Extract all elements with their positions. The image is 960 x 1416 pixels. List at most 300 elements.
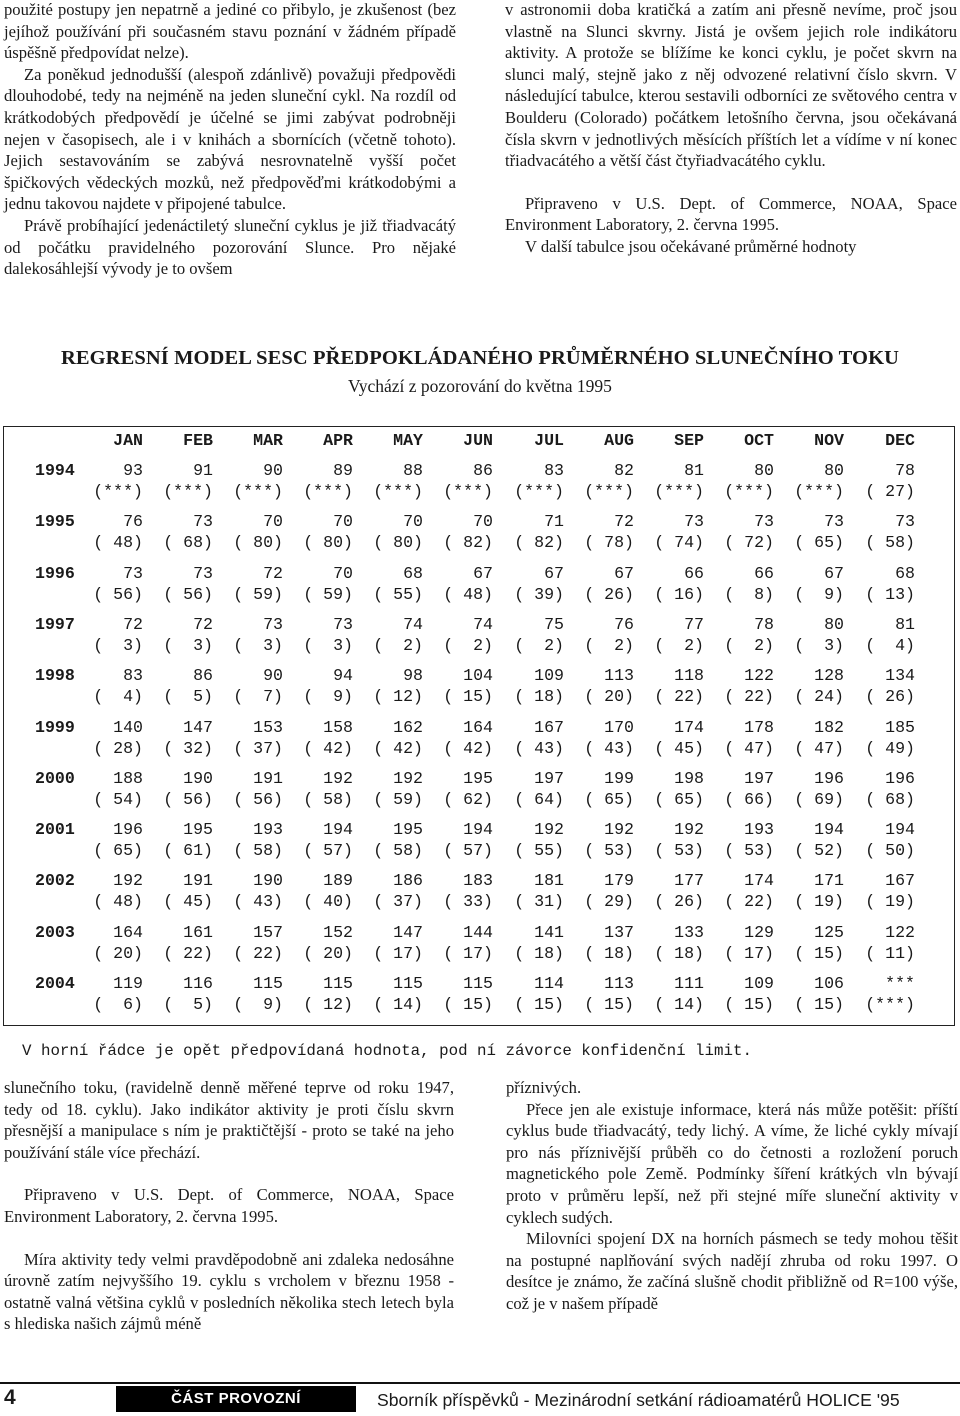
forecast-value: 167 [534, 717, 564, 737]
month-header: JUL [534, 431, 564, 450]
confidence-limit: ( 27) [865, 482, 915, 501]
confidence-limit: ( 17) [443, 943, 493, 963]
month-header: MAR [253, 431, 283, 450]
forecast-value: 174 [744, 871, 774, 891]
forecast-value: 181 [534, 871, 564, 891]
confidence-limit: ( 12) [373, 687, 423, 707]
year-label: 1998 [35, 666, 75, 686]
forecast-value: 171 [814, 871, 844, 891]
forecast-value: 80 [824, 461, 844, 480]
confidence-limit: ( 50) [865, 841, 915, 861]
forecast-value: 195 [393, 820, 423, 840]
month-header: JUN [463, 431, 493, 450]
forecast-value: 74 [403, 614, 423, 634]
forecast-value: 196 [814, 768, 844, 788]
confidence-limit: ( 3) [93, 635, 143, 655]
forecast-value: 194 [814, 820, 844, 840]
confidence-limit: ( 2) [584, 635, 634, 655]
year-label: 1997 [35, 614, 75, 634]
confidence-limit: ( 55) [514, 841, 564, 861]
table-title: REGRESNÍ MODEL SESC PŘEDPOKLÁDANÉHO PRŮMĚRNÉHO SLUNEČNÍHO TOKU [60, 347, 900, 369]
confidence-limit: ( 40) [303, 892, 353, 912]
confidence-limit: ( 11) [865, 943, 915, 963]
confidence-limit: ( 59) [373, 789, 423, 809]
paragraph: Právě probíhající jedenáctiletý sluneční cyklus je již třiadvacátý od počátku pravidelného pozorování Slunce. Pro nějaké dalekosáhlejší vývody je to ovšem [4, 215, 456, 279]
text-column-top-right [505, 0, 957, 258]
forecast-value: 116 [183, 974, 213, 993]
confidence-limit: ( 68) [865, 789, 915, 809]
forecast-value: 190 [253, 871, 283, 891]
confidence-limit: ( 49) [865, 738, 915, 758]
forecast-value: 73 [754, 512, 774, 532]
forecast-value: 67 [544, 563, 564, 583]
forecast-value: 161 [183, 922, 213, 942]
confidence-limit: ( 65) [93, 841, 143, 861]
paragraph: Připraveno v U.S. Dept. of Commerce, NOAA, Space Environment Laboratory, 2. června 1995. [505, 193, 957, 235]
forecast-value: 193 [744, 820, 774, 840]
forecast-value: 157 [253, 922, 283, 942]
confidence-limit: ( 18) [514, 687, 564, 707]
confidence-limit: ( 31) [514, 892, 564, 912]
confidence-limit: ( 2) [443, 635, 493, 655]
forecast-value: 83 [544, 461, 564, 480]
forecast-value: 134 [885, 666, 915, 686]
forecast-value: 197 [534, 768, 564, 788]
confidence-limit: (***) [584, 482, 634, 501]
confidence-limit: ( 4) [93, 687, 143, 707]
forecast-value: 177 [674, 871, 704, 891]
confidence-limit: (***) [373, 482, 423, 501]
footer-divider [0, 1382, 960, 1384]
confidence-limit: ( 15) [443, 687, 493, 707]
confidence-limit: ( 9) [794, 584, 844, 604]
confidence-limit: ( 52) [794, 841, 844, 861]
confidence-limit: ( 20) [93, 943, 143, 963]
confidence-limit: ( 19) [794, 892, 844, 912]
confidence-limit: ( 43) [514, 738, 564, 758]
forecast-value: 179 [604, 871, 634, 891]
confidence-limit: ( 45) [654, 738, 704, 758]
confidence-limit: ( 5) [163, 995, 213, 1014]
forecast-value: 129 [744, 922, 774, 942]
confidence-limit: (***) [443, 482, 493, 501]
forecast-value: *** [885, 974, 915, 993]
confidence-limit: ( 8) [724, 584, 774, 604]
table-subtitle: Vychází z pozorování do května 1995 [348, 376, 612, 396]
forecast-value: 76 [123, 512, 143, 532]
forecast-value: 190 [183, 768, 213, 788]
forecast-value: 182 [814, 717, 844, 737]
confidence-limit: (***) [303, 482, 353, 501]
confidence-limit: ( 19) [865, 892, 915, 912]
forecast-value: 189 [323, 871, 353, 891]
confidence-limit: ( 13) [865, 584, 915, 604]
forecast-value: 152 [323, 922, 353, 942]
flux-forecast-table [3, 426, 955, 1026]
confidence-limit: ( 9) [233, 995, 283, 1014]
confidence-limit: ( 18) [514, 943, 564, 963]
forecast-value: 192 [534, 820, 564, 840]
month-header: JAN [113, 431, 143, 450]
confidence-limit: ( 14) [654, 995, 704, 1014]
forecast-value: 144 [463, 922, 493, 942]
forecast-value: 70 [473, 512, 493, 532]
forecast-value: 188 [113, 768, 143, 788]
forecast-value: 72 [193, 614, 213, 634]
confidence-limit: ( 6) [93, 995, 143, 1014]
forecast-value: 196 [885, 768, 915, 788]
forecast-value: 128 [814, 666, 844, 686]
forecast-value: 73 [684, 512, 704, 532]
confidence-limit: ( 48) [443, 584, 493, 604]
confidence-limit: (***) [724, 482, 774, 501]
forecast-value: 73 [193, 512, 213, 532]
year-label: 2004 [35, 974, 75, 993]
forecast-value: 115 [323, 974, 353, 993]
forecast-value: 153 [253, 717, 283, 737]
confidence-limit: ( 15) [514, 995, 564, 1014]
forecast-value: 198 [674, 768, 704, 788]
forecast-value: 115 [253, 974, 283, 993]
forecast-value: 71 [544, 512, 564, 532]
forecast-value: 67 [824, 563, 844, 583]
confidence-limit: ( 43) [584, 738, 634, 758]
confidence-limit: ( 5) [163, 687, 213, 707]
forecast-value: 119 [113, 974, 143, 993]
page-number: 4 [4, 1386, 16, 1409]
year-label: 2002 [35, 871, 75, 891]
forecast-value: 68 [895, 563, 915, 583]
month-header: FEB [183, 431, 213, 450]
month-header: APR [323, 431, 353, 450]
month-header: NOV [814, 431, 844, 450]
year-label: 1999 [35, 717, 75, 737]
confidence-limit: ( 53) [724, 841, 774, 861]
forecast-value: 122 [885, 922, 915, 942]
confidence-limit: ( 58) [303, 789, 353, 809]
forecast-value: 196 [113, 820, 143, 840]
confidence-limit: ( 29) [584, 892, 634, 912]
forecast-value: 125 [814, 922, 844, 942]
forecast-value: 191 [183, 871, 213, 891]
forecast-value: 106 [814, 974, 844, 993]
confidence-limit: ( 42) [443, 738, 493, 758]
confidence-limit: ( 80) [373, 533, 423, 553]
confidence-limit: ( 47) [724, 738, 774, 758]
forecast-value: 73 [123, 563, 143, 583]
confidence-limit: ( 3) [163, 635, 213, 655]
paragraph: Milovníci spojení DX na horních pásmech se tedy mohou těšit na postupné naplňování svých nadějí zhruba od roku 1997. O desítce je známo, že začíná slušně chodit přibližně od R=100 výše, což je v našem případě [506, 1229, 958, 1313]
forecast-value: 137 [604, 922, 634, 942]
confidence-limit: ( 58) [865, 533, 915, 553]
confidence-limit: ( 65) [584, 789, 634, 809]
confidence-limit: ( 20) [303, 943, 353, 963]
forecast-value: 192 [393, 768, 423, 788]
confidence-limit: (***) [233, 482, 283, 501]
forecast-value: 183 [463, 871, 493, 891]
year-label: 2003 [35, 922, 75, 942]
month-header: DEC [885, 431, 915, 450]
confidence-limit: ( 28) [93, 738, 143, 758]
forecast-value: 67 [614, 563, 634, 583]
month-header: AUG [604, 431, 634, 450]
paragraph: příznivých. [506, 1078, 582, 1097]
confidence-limit: ( 14) [373, 995, 423, 1014]
forecast-value: 193 [253, 820, 283, 840]
confidence-limit: ( 16) [654, 584, 704, 604]
forecast-value: 73 [263, 614, 283, 634]
confidence-limit: ( 61) [163, 841, 213, 861]
confidence-limit: ( 22) [724, 892, 774, 912]
confidence-limit: ( 47) [794, 738, 844, 758]
forecast-value: 80 [754, 461, 774, 480]
confidence-limit: ( 58) [373, 841, 423, 861]
paragraph: slunečního toku, (ravidelně denně měřené teprve od roku 1947, tedy od 18. cyklu). Jako indikátor aktivity je proti číslu skvrn přesnější a manipulace s ním je praktičtější - proto se také na jeho používání stále více přechází. [4, 1078, 454, 1162]
forecast-value: 70 [333, 563, 353, 583]
forecast-value: 73 [193, 563, 213, 583]
forecast-value: 86 [193, 666, 213, 686]
forecast-value: 170 [604, 717, 634, 737]
confidence-limit: ( 32) [163, 738, 213, 758]
forecast-value: 78 [895, 461, 915, 480]
forecast-value: 81 [684, 461, 704, 480]
forecast-value: 67 [473, 563, 493, 583]
confidence-limit: ( 74) [654, 533, 704, 553]
confidence-limit: ( 68) [163, 533, 213, 553]
confidence-limit: ( 15) [443, 995, 493, 1014]
year-label: 1995 [35, 512, 75, 532]
confidence-limit: ( 33) [443, 892, 493, 912]
section-label: ČÁST PROVOZNÍ [116, 1386, 356, 1412]
forecast-value: 192 [113, 871, 143, 891]
confidence-limit: ( 24) [794, 687, 844, 707]
forecast-value: 113 [604, 974, 634, 993]
forecast-value: 194 [323, 820, 353, 840]
confidence-limit: ( 26) [584, 584, 634, 604]
confidence-limit: ( 65) [654, 789, 704, 809]
paragraph: použité postupy jen nepatrně a jediné co přibylo, je zkušenost (bez jejíhož používání při současném stavu poznání v žádném případě úspěšně předpovídat nelze). [4, 0, 456, 63]
table-footnote: V horní řádce je opět předpovídaná hodnota, pod ní závorce konfidenční limit. [22, 1042, 752, 1060]
forecast-value: 194 [463, 820, 493, 840]
forecast-value: 72 [263, 563, 283, 583]
confidence-limit: ( 65) [794, 533, 844, 553]
confidence-limit: ( 82) [443, 533, 493, 553]
confidence-limit: ( 66) [724, 789, 774, 809]
forecast-value: 66 [754, 563, 774, 583]
forecast-value: 90 [263, 461, 283, 480]
confidence-limit: ( 22) [654, 687, 704, 707]
forecast-value: 91 [193, 461, 213, 480]
forecast-value: 167 [885, 871, 915, 891]
confidence-limit: ( 80) [303, 533, 353, 553]
confidence-limit: ( 18) [584, 943, 634, 963]
forecast-value: 109 [744, 974, 774, 993]
forecast-value: 72 [614, 512, 634, 532]
confidence-limit: ( 2) [654, 635, 704, 655]
paragraph: Za poněkud jednodušší (alespoň zdánlivě) považuji předpovědi dlouhodobé, tedy na nejméně na jeden sluneční cykl. Na rozdíl od krátkodobých předpovědí je účelné se jimi zabývat podrobněji nejen v časopisech, ale i v knihách a sbornících (včetně tohoto). Jejich sestavováním se zabývá nesrovnatelně vyšší počet špičkových vědeckých mozků, než předpověďmi krátkodobými a jednu takovou najdete v připojené tabulce. [4, 64, 456, 214]
confidence-limit: ( 3) [233, 635, 283, 655]
confidence-limit: ( 48) [93, 892, 143, 912]
forecast-value: 81 [895, 614, 915, 634]
text-column-bottom-left [4, 1077, 454, 1335]
year-label: 2001 [35, 820, 75, 840]
forecast-value: 104 [463, 666, 493, 686]
forecast-value: 199 [604, 768, 634, 788]
forecast-value: 72 [123, 614, 143, 634]
confidence-limit: ( 53) [654, 841, 704, 861]
forecast-value: 77 [684, 614, 704, 634]
forecast-value: 73 [824, 512, 844, 532]
confidence-limit: ( 53) [584, 841, 634, 861]
forecast-value: 73 [895, 512, 915, 532]
forecast-value: 83 [123, 666, 143, 686]
forecast-value: 114 [534, 974, 564, 993]
month-header: OCT [744, 431, 774, 450]
confidence-limit: (***) [163, 482, 213, 501]
forecast-value: 186 [393, 871, 423, 891]
forecast-value: 158 [323, 717, 353, 737]
forecast-value: 185 [885, 717, 915, 737]
confidence-limit: ( 12) [303, 995, 353, 1014]
forecast-value: 115 [393, 974, 423, 993]
forecast-value: 98 [403, 666, 423, 686]
forecast-value: 66 [684, 563, 704, 583]
paragraph: v astronomii doba kratičká a zatím ani přesně nevíme, proč jsou vlastně na Slunci skvrny. Jistá je ovšem jejich role indikátoru aktivity. A protože se blížíme ke konci cyklu, je počet skvrn na slunci malý, stejně jako z něj odvozené relativní číslo skvrn. V následující tabulce, kterou sestavili odborníci ze světového centra v Boulderu (Colorado) počátkem letošního června, jsou očekávaná čísla skvrn v jednotlivých měsících příštích let a vídíme v ní konec třiadvacátého a větší část čtyřiadvacátého cyklu. [505, 0, 957, 171]
confidence-limit: ( 37) [233, 738, 283, 758]
confidence-limit: ( 54) [93, 789, 143, 809]
forecast-value: 133 [674, 922, 704, 942]
confidence-limit: ( 20) [584, 687, 634, 707]
confidence-limit: ( 26) [865, 687, 915, 707]
text-column-bottom-right [506, 1077, 958, 1315]
month-header: MAY [393, 431, 423, 450]
confidence-limit: ( 2) [724, 635, 774, 655]
forecast-value: 118 [674, 666, 704, 686]
forecast-value: 194 [885, 820, 915, 840]
confidence-limit: ( 3) [794, 635, 844, 655]
forecast-value: 74 [473, 614, 493, 634]
confidence-limit: ( 45) [163, 892, 213, 912]
confidence-limit: ( 80) [233, 533, 283, 553]
forecast-value: 73 [333, 614, 353, 634]
confidence-limit: ( 69) [794, 789, 844, 809]
confidence-limit: ( 15) [794, 995, 844, 1014]
forecast-value: 122 [744, 666, 774, 686]
confidence-limit: ( 17) [724, 943, 774, 963]
confidence-limit: ( 56) [93, 584, 143, 604]
forecast-value: 70 [333, 512, 353, 532]
confidence-limit: ( 58) [233, 841, 283, 861]
confidence-limit: ( 48) [93, 533, 143, 553]
confidence-limit: ( 2) [514, 635, 564, 655]
forecast-value: 78 [754, 614, 774, 634]
year-label: 2000 [35, 768, 75, 788]
forecast-value: 70 [403, 512, 423, 532]
confidence-limit: ( 22) [163, 943, 213, 963]
paragraph: V další tabulce jsou očekávané průměrné hodnoty [525, 236, 857, 256]
paragraph: Přece jen ale existuje informace, která nás může potěšit: příští cyklus bude třiadvacátý, tedy lichý. A víme, že liché cykly mívají pro nás příznivější průběh co do četnosti a rozložení poruch magnetického pole Země. Podmínky šíření krátkých vln bývají proto v průměru lepší, než při stejné míře sluneční aktivity v cyklech sudých. [506, 1099, 958, 1227]
confidence-limit: ( 57) [443, 841, 493, 861]
confidence-limit: ( 18) [654, 943, 704, 963]
confidence-limit: ( 62) [443, 789, 493, 809]
confidence-limit: (***) [93, 482, 143, 501]
year-label: 1996 [35, 563, 75, 583]
confidence-limit: ( 15) [794, 943, 844, 963]
confidence-limit: ( 9) [303, 687, 353, 707]
forecast-value: 75 [544, 614, 564, 634]
confidence-limit: ( 7) [233, 687, 283, 707]
forecast-value: 111 [674, 974, 704, 993]
forecast-value: 195 [463, 768, 493, 788]
forecast-value: 164 [463, 717, 493, 737]
confidence-limit: ( 15) [584, 995, 634, 1014]
forecast-value: 115 [463, 974, 493, 993]
forecast-value: 90 [263, 666, 283, 686]
confidence-limit: ( 42) [373, 738, 423, 758]
forecast-value: 140 [113, 717, 143, 737]
confidence-limit: ( 43) [233, 892, 283, 912]
forecast-value: 164 [113, 922, 143, 942]
confidence-limit: ( 39) [514, 584, 564, 604]
confidence-limit: ( 82) [514, 533, 564, 553]
forecast-value: 178 [744, 717, 774, 737]
text-column-top-left [4, 0, 456, 280]
forecast-value: 94 [333, 666, 353, 686]
confidence-limit: (***) [514, 482, 564, 501]
confidence-limit: ( 56) [233, 789, 283, 809]
forecast-value: 147 [183, 717, 213, 737]
forecast-value: 113 [604, 666, 634, 686]
month-header: SEP [674, 431, 704, 450]
confidence-limit: ( 42) [303, 738, 353, 758]
forecast-value: 195 [183, 820, 213, 840]
confidence-limit: (***) [794, 482, 844, 501]
confidence-limit: ( 57) [303, 841, 353, 861]
year-label: 1994 [35, 461, 75, 480]
forecast-value: 191 [253, 768, 283, 788]
confidence-limit: ( 26) [654, 892, 704, 912]
forecast-value: 93 [123, 461, 143, 480]
forecast-value: 68 [403, 563, 423, 583]
forecast-value: 162 [393, 717, 423, 737]
confidence-limit: ( 78) [584, 533, 634, 553]
paragraph: Míra aktivity tedy velmi pravděpodobně ani zdaleka nedosáhne úrovně zatím nejvyššího 19. cyklu s vrcholem v březnu 1958 - ostatně valná většina cyklů v posledních několika stech letech byla s hlediska našich zájmů méně [4, 1249, 454, 1334]
forecast-value: 174 [674, 717, 704, 737]
paragraph: Připraveno v U.S. Dept. of Commerce, NOAA, Space Environment Laboratory, 2. června 1995. [4, 1185, 454, 1226]
forecast-value: 70 [263, 512, 283, 532]
confidence-limit: ( 22) [724, 687, 774, 707]
confidence-limit: ( 59) [233, 584, 283, 604]
confidence-limit: ( 4) [865, 635, 915, 655]
forecast-value: 82 [614, 461, 634, 480]
running-title: Sborník příspěvků - Mezinárodní setkání rádioamatérů HOLICE '95 [377, 1390, 900, 1410]
confidence-limit: ( 56) [163, 789, 213, 809]
forecast-value: 147 [393, 922, 423, 942]
forecast-value: 80 [824, 614, 844, 634]
confidence-limit: ( 2) [373, 635, 423, 655]
forecast-value: 141 [534, 922, 564, 942]
forecast-value: 197 [744, 768, 774, 788]
forecast-value: 89 [333, 461, 353, 480]
confidence-limit: ( 56) [163, 584, 213, 604]
forecast-value: 192 [323, 768, 353, 788]
forecast-value: 88 [403, 461, 423, 480]
confidence-limit: ( 72) [724, 533, 774, 553]
confidence-limit: (***) [654, 482, 704, 501]
forecast-value: 109 [534, 666, 564, 686]
confidence-limit: (***) [865, 995, 915, 1014]
confidence-limit: ( 55) [373, 584, 423, 604]
